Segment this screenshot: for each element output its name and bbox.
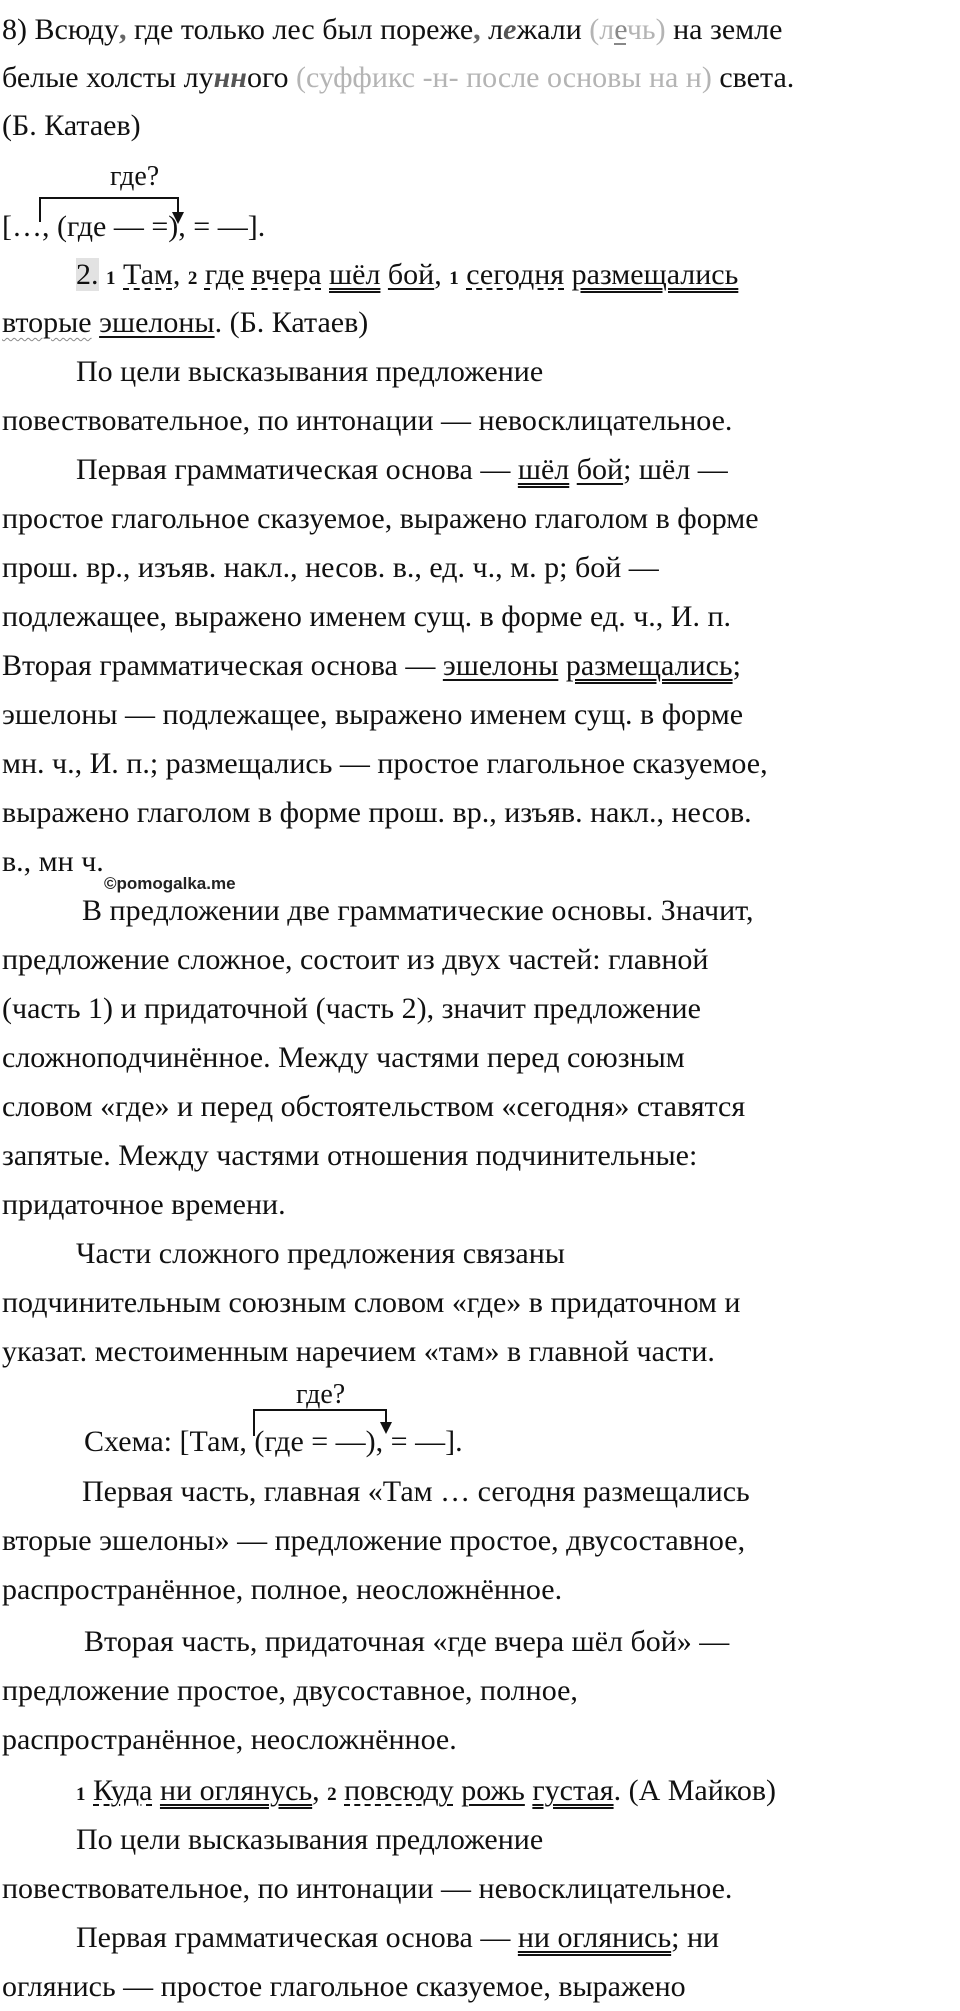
scheme-2: Схема: [Там, (где = —), = —]. [84, 1425, 463, 1458]
text-line: (часть 1) и придаточной (часть 2), значит предложение [2, 992, 701, 1025]
text-line: Вторая грамматическая основа — эшелоны размещались; [2, 649, 741, 682]
text-line: словом «где» и перед обстоятельством «сегодня» ставятся [2, 1090, 746, 1123]
text-line: в., мн ч. [2, 845, 104, 878]
text-line: подчинительным союзным словом «где» в придаточном и [2, 1286, 741, 1319]
sentence-2-line-2: вторые эшелоны. (Б. Катаев) [2, 306, 369, 339]
highlighted-suffix: нн [213, 61, 247, 94]
example-8-author: (Б. Катаев) [2, 109, 141, 142]
text-line: прош. вр., изъяв. накл., несов. в., ед. ч., м. р; бой — [2, 551, 659, 584]
text-line: распространённое, неосложнённое. [2, 1723, 457, 1756]
spelling-hint: (суффикс -н- после основы на н) [296, 61, 712, 94]
text-line: простое глагольное сказуемое, выражено глаголом в форме [2, 502, 759, 535]
example-8-line-2: белые холсты лунного (суффикс -н- после основы на н) света. [2, 61, 795, 94]
text-line: сложноподчинённое. Между частями перед союзным [2, 1041, 685, 1074]
text-line: повествовательное, по интонации — невосклицательное. [2, 1872, 733, 1905]
example-8-line-1: 8) Всюду, где только лес был пореже, лежали (лечь) на земле [2, 13, 783, 46]
text-line: предложение сложное, состоит из двух частей: главной [2, 943, 709, 976]
text-line: В предложении две грамматические основы. Значит, [82, 894, 754, 927]
text-line: распространённое, полное, неосложнённое. [2, 1573, 563, 1606]
text-line: Части сложного предложения связаны [76, 1237, 565, 1270]
highlighted-vowel: е [503, 13, 517, 46]
text-line: мн. ч., И. п.; размещались — простое глагольное сказуемое, [2, 747, 768, 780]
text-line: предложение простое, двусоставное, полное, [2, 1674, 578, 1707]
text-line: запятые. Между частями отношения подчинительные: [2, 1139, 698, 1172]
sentence-number: 2. [76, 258, 99, 291]
spelling-hint: (лечь) [589, 13, 666, 46]
scheme-question: где? [110, 161, 160, 192]
text-line: придаточное времени. [2, 1188, 286, 1221]
text-line: оглянись — простое глагольное сказуемое, выражено [2, 1970, 686, 2003]
scheme-question: где? [296, 1379, 346, 1410]
text-line: повествовательное, по интонации — невосклицательное. [2, 404, 733, 437]
text-line: Вторая часть, придаточная «где вчера шёл бой» — [84, 1625, 730, 1658]
watermark: ©pomogalka.me [104, 874, 236, 893]
text-line: Первая грамматическая основа — ни оглянись; ни [76, 1921, 720, 1954]
text-line: эшелоны — подлежащее, выражено именем сущ. в форме [2, 698, 744, 731]
sentence-2-line-1: 2. 1 Там, 2 где вчера шёл бой, 1 сегодня размещались [76, 258, 739, 291]
text-line: выражено глаголом в форме прош. вр., изъяв. накл., несов. [2, 796, 752, 829]
text-line: По цели высказывания предложение [76, 1823, 544, 1856]
text-line: Первая грамматическая основа — шёл бой; шёл — [76, 453, 728, 486]
text-line: указат. местоименным наречием «там» в главной части. [2, 1335, 715, 1368]
text-line: подлежащее, выражено именем сущ. в форме ед. ч., И. п. [2, 600, 732, 633]
sentence-3-line: 1 Куда ни оглянусь, 2 повсюду рожь густая. (А Майков) [76, 1774, 776, 1807]
text-line: вторые эшелоны» — предложение простое, двусоставное, [2, 1524, 746, 1557]
text-line: Первая часть, главная «Там … сегодня размещались [82, 1475, 750, 1508]
scheme-1: […, (где — =), = —]. [2, 210, 266, 243]
text-line: По цели высказывания предложение [76, 355, 544, 388]
